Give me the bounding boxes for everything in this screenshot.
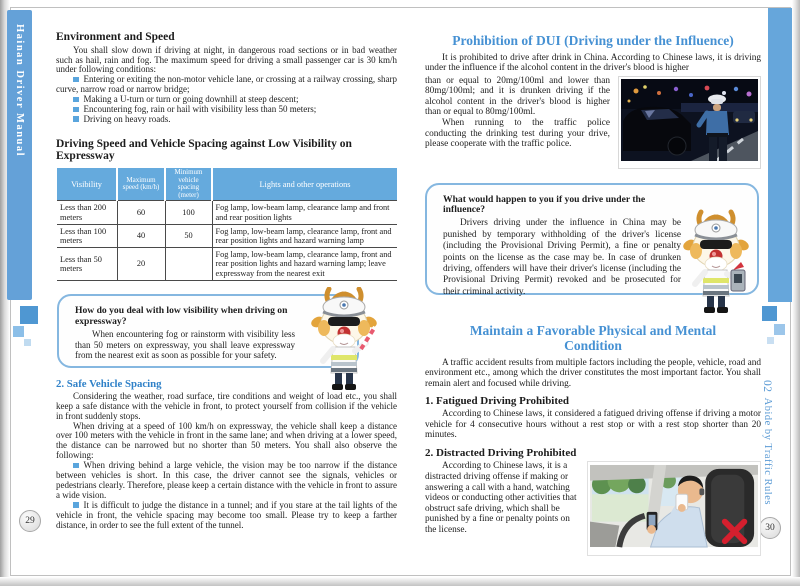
dui-paragraph-2: When running to the traffic police conducting the drinking test during your drive, please cooperate with the traffic police. xyxy=(425,118,610,150)
heading-safe-vehicle-spacing: 2. Safe Vehicle Spacing xyxy=(56,377,162,390)
police-deer-mascot-breathalyzer xyxy=(683,207,749,319)
visibility-speed-table xyxy=(57,168,397,281)
dui-paragraph-wrap: than or equal to 20mg/100ml and lower than 80mg/100ml; and it is drunken driving if the alcohol content in the driver's blood is higher than or equal to 80mg/100ml. xyxy=(425,75,610,118)
heading-prohibition-dui: Prohibition of DUI (Driving under the Influence) xyxy=(452,33,734,48)
right-page-content xyxy=(425,33,761,556)
tip-box-dui-consequences xyxy=(425,183,759,295)
tip-title: How do you deal with low visibility when driving on expressway? xyxy=(75,304,288,327)
bullet-text: It is difficult to judge the distance in a tunnel; and if you stare at the tail lights of the vehicle in front, the vehicle spacing may become too small. Please try to keep a farther distance, in order to see the full extent of the tunnel. xyxy=(56,499,397,530)
tip-box-low-visibility xyxy=(57,294,359,368)
cell-spacing xyxy=(165,248,212,281)
right-chapter-bar xyxy=(768,8,792,302)
bullet-text: Entering or exiting the non-motor vehicle lane, or crossing at a railway crossing, sharp curve, narrow road or narrow bridge; xyxy=(56,74,397,95)
decor-square xyxy=(13,326,24,337)
night-checkpoint-illustration xyxy=(621,79,758,161)
decor-square xyxy=(767,337,774,344)
bullet-text: Making a U-turn or turn or going downhill at steep descent; xyxy=(83,94,299,105)
cell-visibility: Less than 100 meters xyxy=(57,224,117,247)
col-header-lights: Lights and other operations xyxy=(212,168,397,201)
dui-text-block xyxy=(425,76,618,150)
cell-speed: 60 xyxy=(117,201,165,224)
env-bullet-item xyxy=(56,115,397,125)
cell-lights: Fog lamp, low-beam lamp, clearance lamp and front and rear position lights xyxy=(212,201,397,224)
table-header-row xyxy=(57,168,397,201)
distracted-driver-illustration xyxy=(590,464,758,548)
condition-intro-paragraph: A traffic accident results from multiple factors including the people, vehicle, road and environment etc., among which the driver constitutes the most important factor. You shall remain alert and focused while driving. xyxy=(425,357,761,389)
left-page-content xyxy=(56,31,397,531)
cell-lights: Fog lamp, low-beam lamp, clearance lamp, front and rear position lights and hazard warning lamp xyxy=(212,224,397,247)
chapter-title: Abide by Traffic Rules xyxy=(762,397,773,505)
bullet-square-icon xyxy=(73,107,79,113)
col-header-max-speed: Maximum speed (km/h) xyxy=(117,168,165,201)
table-row xyxy=(57,248,397,281)
cell-speed: 20 xyxy=(117,248,165,281)
cell-speed: 40 xyxy=(117,224,165,247)
bullet-square-icon xyxy=(73,77,79,83)
heading-low-visibility: Driving Speed and Vehicle Spacing against Low Visibility on Expressway xyxy=(56,137,352,163)
col-header-min-spacing: Minimum vehicle spacing (meter) xyxy=(165,168,212,201)
bullet-square-icon xyxy=(73,502,79,508)
spacing-paragraph-1: Considering the weather, road surface, tire conditions and weight of load etc., you shall keep a safe distance with the vehicle in front, to protect yourself from collision if the vehicle in front suddenly stops. xyxy=(56,390,397,421)
cell-visibility: Less than 50 meters xyxy=(57,248,117,281)
spacing-bullet-item xyxy=(56,461,397,501)
police-deer-mascot-baton xyxy=(311,287,377,393)
fatigued-paragraph: According to Chinese laws, it considered a fatigued driving offense if driving a motor vehicle for 4 consecutive hours without a rest stop or with a rest stop shorter than 20 minutes. xyxy=(425,409,761,441)
spacing-paragraph-2: When driving at a speed of 100 km/h on expressway, the vehicle shall keep a distance over 100 meters with the vehicle in front in the same lane; and when driving at a lower speed, the distance can be narrowed but no shorter than 50 meters. You shall also observe the following: xyxy=(56,420,397,461)
cell-visibility: Less than 200 meters xyxy=(57,201,117,224)
bullet-text: Encountering fog, rain or hail with visibility less than 50 meters; xyxy=(83,104,317,115)
night-checkpoint-photo xyxy=(618,76,761,169)
table-row xyxy=(57,201,397,224)
heading-physical-mental-condition: Maintain a Favorable Physical and Mental Condition xyxy=(469,322,717,354)
decor-square xyxy=(774,324,785,335)
distracted-paragraph: According to Chinese laws, it is a distracted driving offense if making or answering a call with a hand, watching videos or conducting other activities that obstruct safe driving, which shall be punished by a fine or penalty points on the license. xyxy=(425,461,577,535)
left-edition-strip xyxy=(7,10,32,300)
chapter-label-vertical xyxy=(761,380,773,540)
page-number-left: 29 xyxy=(19,510,41,532)
dui-paragraph-lead: It is prohibited to drive after drink in China. According to Chinese laws, it is driving under the influence if the alcohol content in the driver's blood is higher xyxy=(425,52,761,74)
manual-title-vertical: Hainan Driver Manual xyxy=(14,24,25,158)
distracted-driver-image xyxy=(587,461,761,556)
table-row xyxy=(57,224,397,247)
bullet-square-icon xyxy=(73,97,79,103)
cell-spacing: 100 xyxy=(165,201,212,224)
chapter-number: 02 xyxy=(761,380,773,393)
bullet-square-icon xyxy=(73,116,79,122)
scan-edge-bottom xyxy=(0,577,800,586)
tip-body: When encountering fog or rainstorm with visibility less than 50 meters on expressway, you shall leave expressway from the nearest exit as soon as possible for your safety. xyxy=(75,329,295,360)
dui-text-photo-row xyxy=(425,76,761,169)
heading-environment-speed: Environment and Speed xyxy=(56,31,175,43)
decor-square xyxy=(24,339,31,346)
scan-edge-right xyxy=(792,0,800,586)
decor-square xyxy=(20,306,38,324)
bullet-text: Driving on heavy roads. xyxy=(83,113,171,124)
bullet-text: When driving behind a large vehicle, the vision may be too narrow if the distance between vehicles is short. In this case, the driver cannot see the signals, vehicles or pedestrians clearly. Therefore, please keep a certain distance with the vehicle in front to assure a wide vision. xyxy=(56,460,397,500)
heading-fatigued-driving: 1. Fatigued Driving Prohibited xyxy=(425,395,570,408)
tip-body: Drivers driving under the influence in China may be punished by temporary withholding of the driver's license (including the Provisional Driving Permit), a fine or penalty points on the license as the case may be. In case of drunken driving, offenders will have their driver's license (including the Provisional Driving Permit) revoked and be prosecuted for their criminal activity. xyxy=(443,218,681,297)
tip-title: What would happen to you if you drive under the influence? xyxy=(443,193,646,216)
cell-spacing: 50 xyxy=(165,224,212,247)
distracted-text-image-row xyxy=(425,461,761,556)
env-bullet-item xyxy=(56,75,397,95)
decor-square xyxy=(762,306,777,321)
heading-distracted-driving: 2. Distracted Driving Prohibited xyxy=(425,446,577,459)
env-intro-paragraph: You shall slow down if driving at night, in dangerous road sections or in bad weather such as hail, rain and fog. The maximum speed for driving a small passenger car is 30 km/h under following conditions: xyxy=(56,44,397,75)
cell-lights: Fog lamp, low-beam lamp, clearance lamp, front and rear position lights and hazard warning lamp; leave expressway from the nearest exit xyxy=(212,248,397,281)
spacing-bullet-item xyxy=(56,501,397,531)
col-header-visibility: Visibility xyxy=(57,168,117,201)
page-number-right: 30 xyxy=(759,517,781,539)
bullet-square-icon xyxy=(73,463,79,469)
